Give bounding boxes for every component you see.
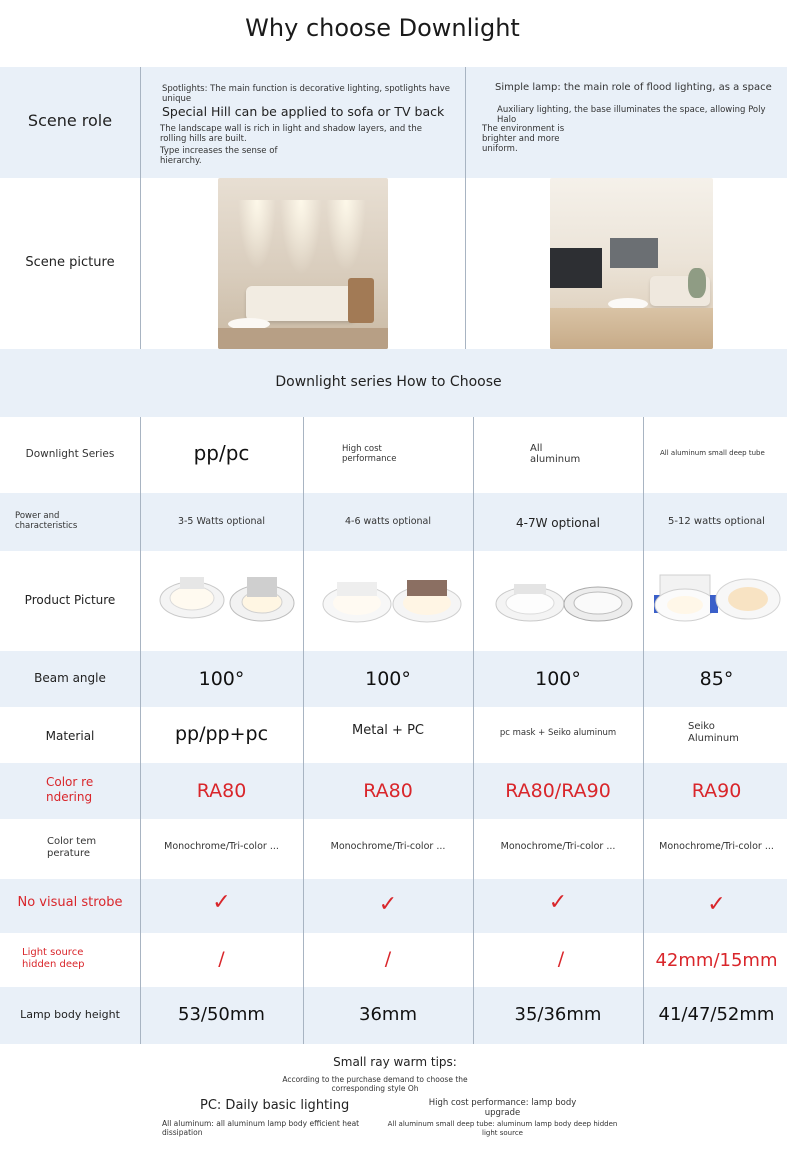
scene-role-label: Scene role (27, 111, 113, 130)
material-deep-tube: Seiko Aluminum (688, 721, 739, 744)
beam-all-aluminum: 100° (535, 668, 581, 690)
simple-lamp-desc-2: Auxiliary lighting, the base illuminates the space, allowing Poly Halo (497, 105, 766, 125)
cct-label: Color tem perature (47, 836, 97, 859)
power-label: Power and characteristics (15, 511, 78, 531)
height-high-cost: 36mm (359, 1004, 417, 1025)
height-deep-tube: 41/47/52mm (658, 1004, 775, 1025)
cri-label: Color re ndering (46, 775, 94, 804)
height-all-aluminum: 35/36mm (514, 1004, 602, 1025)
all-aluminum-product-image (488, 572, 638, 628)
grid-line (465, 67, 466, 349)
power-pp-pc: 3-5 Watts optional (177, 516, 266, 527)
strobe-check-all-aluminum: ✓ (548, 890, 568, 915)
height-label: Lamp body height (20, 1008, 120, 1021)
tips-high-cost: High cost performance: lamp body upgrade (428, 1098, 577, 1118)
strobe-check-deep-tube: ✓ (707, 892, 726, 917)
downlight-scene-photo (550, 178, 713, 349)
cct-deep-tube: Monochrome/Tri-color ... (659, 841, 774, 852)
power-all-aluminum: 4-7W optional (516, 516, 600, 530)
series-high-cost: High cost performance (342, 444, 397, 464)
scene-picture-label: Scene picture (25, 255, 115, 270)
product-picture-label: Product Picture (24, 593, 116, 607)
hidden-high-cost: / (384, 948, 392, 970)
strobe-check-pp-pc: ✓ (212, 890, 231, 915)
height-pp-pc: 53/50mm (178, 1004, 265, 1025)
series-header: Downlight series How to Choose (275, 374, 502, 390)
cri-high-cost: RA80 (363, 780, 413, 802)
spotlight-desc-3: The landscape wall is rich in light and shadow layers, and the rolling hills are built. (160, 124, 422, 144)
series-pp-pc: pp/pc (193, 441, 250, 465)
high-cost-product-image (315, 570, 465, 630)
tips-deep-tube: All aluminum small deep tube: aluminum lamp body deep hidden light source (387, 1120, 618, 1137)
tips-pc: PC: Daily basic lighting (200, 1098, 350, 1113)
cct-all-aluminum: Monochrome/Tri-color ... (500, 841, 616, 852)
tips-intro: According to the purchase demand to choose the corresponding style Oh (282, 1075, 468, 1093)
cri-all-aluminum: RA80/RA90 (505, 780, 611, 802)
spotlight-desc-4: Type increases the sense of hierarchy. (160, 146, 278, 166)
deep-tube-product-image (648, 565, 786, 630)
material-pp-pc: pp/pp+pc (174, 723, 269, 745)
page-title: Why choose Downlight (245, 14, 520, 42)
spotlight-desc-2: Special Hill can be applied to sofa or TV back (162, 104, 445, 119)
pp-pc-product-image (150, 565, 300, 630)
grid-line (140, 67, 141, 349)
spotlight-desc-1: Spotlights: The main function is decorative lighting, spotlights have unique (162, 84, 450, 104)
hidden-deep-tube: 42mm/15mm (655, 950, 778, 971)
strobe-check-high-cost: ✓ (378, 892, 398, 917)
hidden-deep-label: Light source hidden deep (22, 947, 85, 970)
beam-pp-pc: 100° (198, 668, 245, 690)
series-deep-tube: All aluminum small deep tube (660, 449, 765, 457)
cri-deep-tube: RA90 (691, 780, 742, 802)
cct-high-cost: Monochrome/Tri-color ... (330, 841, 446, 852)
tips-all-aluminum: All aluminum: all aluminum lamp body efficient heat dissipation (162, 1119, 360, 1137)
material-high-cost: Metal + PC (352, 723, 424, 738)
material-all-aluminum: pc mask + Seiko aluminum (499, 728, 617, 738)
series-all-aluminum: All aluminum (530, 443, 581, 465)
tips-heading: Small ray warm tips: (333, 1055, 457, 1069)
material-label: Material (45, 729, 95, 743)
cri-pp-pc: RA80 (196, 780, 247, 802)
simple-lamp-desc-3: The environment is brighter and more uniform. (482, 124, 565, 154)
spotlight-scene-photo (218, 178, 388, 349)
strobe-label: No visual strobe (17, 895, 123, 910)
beam-label: Beam angle (34, 671, 106, 685)
cct-pp-pc: Monochrome/Tri-color ... (164, 841, 279, 852)
hidden-all-aluminum: / (557, 948, 565, 970)
simple-lamp-desc-1: Simple lamp: the main role of flood lighting, as a space (495, 82, 772, 93)
beam-high-cost: 100° (365, 668, 411, 690)
power-high-cost: 4-6 watts optional (344, 516, 432, 527)
beam-deep-tube: 85° (699, 668, 734, 690)
power-deep-tube: 5-12 watts optional (668, 516, 765, 527)
series-label: Downlight Series (25, 448, 115, 460)
hidden-pp-pc: / (218, 948, 225, 970)
